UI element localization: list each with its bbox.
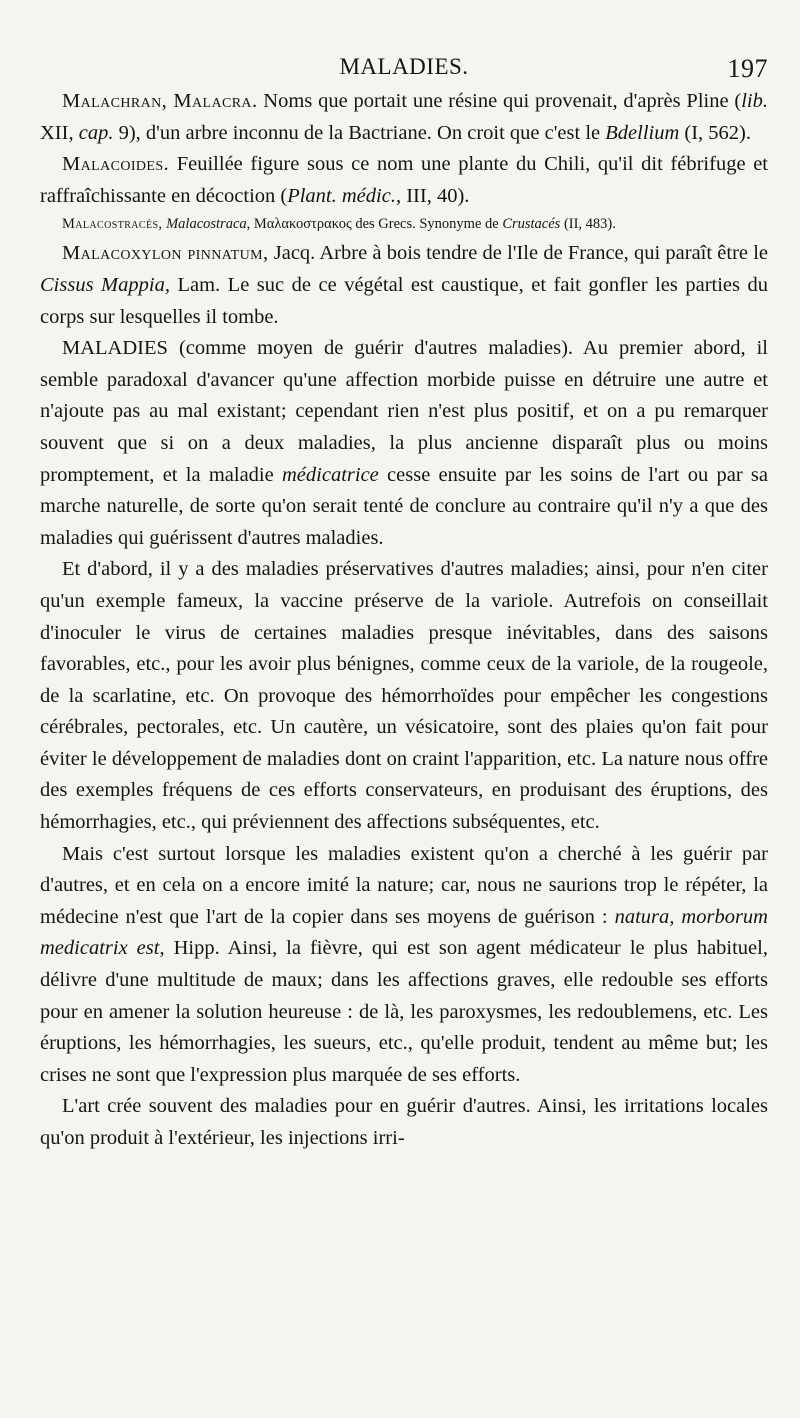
entry-malacoides — [40, 149, 768, 212]
entry-text: Noms que portait une résine qui provenait, d'après Pline ( — [257, 90, 742, 112]
entry-malacostraces — [40, 213, 768, 235]
entry-text: , III, 40). — [395, 184, 470, 207]
entry-malacoxylon — [40, 238, 768, 333]
entry-text: Jacq. Arbre à bois tendre de l'Ile de France, qui paraît être le — [268, 242, 769, 265]
entry-headword: Malacoides. — [62, 153, 170, 176]
entry-italic: Cissus Mappia — [40, 273, 165, 296]
running-title: MALADIES. — [339, 54, 469, 79]
paragraph-nature — [40, 839, 768, 1092]
entry-headword: Malachran, Malacra. — [62, 90, 258, 112]
entry-text: (I, 562). — [679, 121, 752, 144]
paragraph-italic: natura, morborum medicatrix est — [40, 905, 768, 960]
entry-text: , Μαλακοστρακος des Grecs. Synonyme de — [246, 216, 503, 233]
paragraph-preservatives: Et d'abord, il y a des maladies préservatives d'autres maladies; ainsi, pour n'en citer qu'un exemple fameux, la vaccine préserve de la variole. Autrefois on conseillait d'inoculer le virus de certaines maladies presque inévitables, dans des saisons favorables, etc., pour les avoir plus bénignes, comme ceux de la variole, de la rougeole, de la scarlatine, etc. On provoque des hémorrhoïdes pour empêcher les congestions cérébrales, pectorales, etc. Un cautère, un vésicatoire, sont des plaies qu'on fait pour éviter le développement de maladies dont on craint l'apparition, etc. La nature nous offre des exemples fréquens de ces efforts conservateurs, en produisant des éruptions, des hémorrhagies, etc., qui préviennent des affections subséquentes, etc. — [40, 558, 768, 834]
entry-text: 9), d'un arbre inconnu de la Bactriane. On croit que c'est le — [113, 121, 606, 144]
page-number: 197 — [727, 54, 768, 83]
entry-maladies — [40, 333, 768, 554]
entry-italic: lib. — [741, 90, 768, 112]
entry-text: Feuillée figure sous ce nom une plante du Chili, qu'il dit fébrifuge et raffraîchissante en décoction ( — [40, 153, 768, 207]
entry-headword: Malacostracés, — [62, 216, 163, 233]
page — [40, 46, 768, 1155]
paragraph-text: , Hipp. Ainsi, la fièvre, qui est son agent médicateur le plus habituel, délivre d'une multitude de maux; dans les affections graves, elle redouble ses efforts pour en amener la solution heureuse : de là, les paroxysmes, les redoublemens, etc. Les éruptions, les hémorrhagies, les sueurs, etc., qu'elle produit, tendent au même but; les crises ne sont que l'expression plus marquée de ses efforts. — [40, 937, 768, 1086]
entry-italic: cap. — [78, 121, 114, 144]
entry-text: (comme moyen de guérir d'autres maladies). Au premier abord, il semble paradoxal d'avancer qu'une affection morbide puisse en détruire une autre et n'ajoute pas au mal existant; cependant rien n'est plus positif, et on a pu remarquer souvent que si on a deux maladies, la plus ancienne disparaît plus ou moins promptement, et la maladie — [40, 337, 768, 486]
paragraph-art: L'art crée souvent des maladies pour en guérir d'autres. Ainsi, les irritations locales qu'on produit à l'extérieur, les injections irri- — [40, 1095, 768, 1149]
entry-text: (II, 483). — [560, 216, 616, 233]
entry-headword: MALADIES — [62, 337, 168, 360]
entry-malachran — [40, 86, 768, 149]
entry-italic: Crustacés — [502, 216, 561, 233]
entry-text: XII, — [40, 121, 79, 144]
entry-text: cesse ensuite par les soins de l'art ou par sa marche naturelle, de sorte qu'on serait tenté de conclure au contraire qu'il n'y a que des maladies qui guérissent d'autres maladies. — [40, 463, 769, 549]
entry-text: , Lam. Le suc de ce végétal est caustique, et fait gonfler les parties du corps sur lesquelles il tombe. — [40, 273, 768, 328]
entry-italic: Plant. médic. — [287, 184, 396, 207]
entry-italic: Malacostraca — [166, 216, 247, 233]
entry-italic: Bdellium — [605, 121, 680, 144]
entry-italic: médicatrice — [282, 463, 379, 486]
paragraph-text: Mais c'est surtout lorsque les maladies existent qu'on a cherché à les guérir par d'autres, et en cela on a encore imité la nature; car, nous ne saurions trop le répéter, la médecine n'est que l'art de la copier dans ses moyens de guérison : — [40, 842, 768, 928]
entry-headword: Malacoxylon pinnatum, — [62, 242, 269, 265]
running-header — [40, 46, 768, 86]
